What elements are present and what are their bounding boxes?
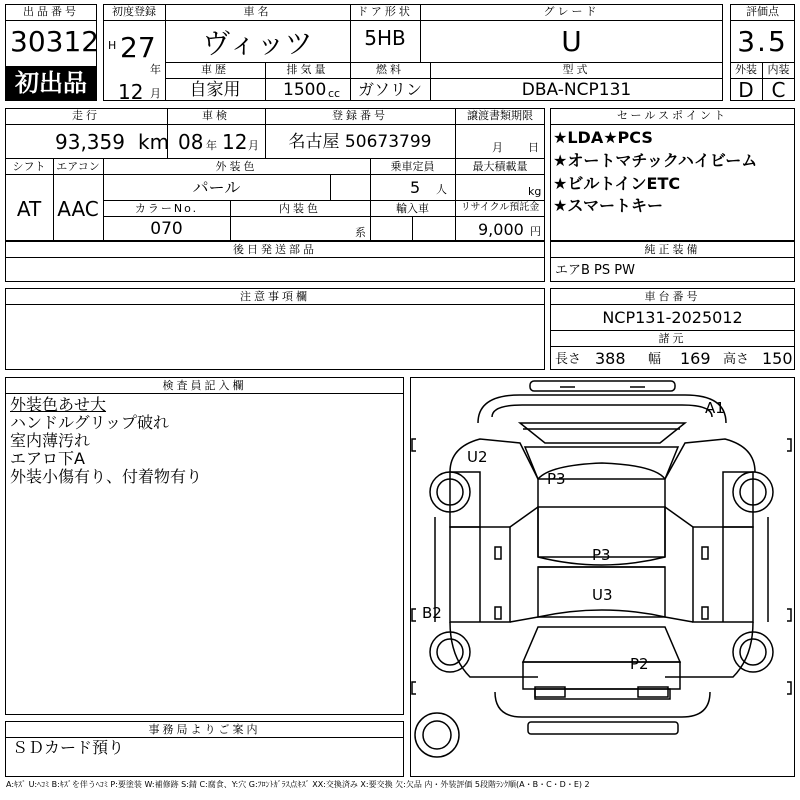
recycle-fee-unit: 円: [530, 225, 541, 238]
sales-point-item: ★スマートキー: [553, 196, 664, 215]
width-label: 幅: [648, 352, 662, 367]
exterior-label: 外装: [735, 63, 757, 76]
damage-mark-a1: A1: [705, 399, 725, 417]
door-type: 5HB: [364, 26, 406, 50]
int-color-unit: 系: [355, 226, 366, 239]
sales-points-label: セールスポイント: [616, 109, 728, 122]
reg-year-unit: 年: [150, 63, 161, 76]
mileage-label: 走行: [72, 109, 100, 122]
genuine-equipment: エアB PS PW: [555, 263, 635, 278]
damage-mark-u2: U2: [467, 448, 488, 466]
inspection-label: 車検: [202, 109, 230, 122]
inspector-label: 検査員記入欄: [162, 379, 247, 392]
first-listing-badge: 初出品: [6, 66, 96, 100]
ext-color: パール: [192, 178, 241, 197]
seats: 5: [410, 178, 421, 197]
reg-month: 12: [118, 80, 144, 104]
mileage: 93,359: [55, 130, 125, 154]
car-damage-diagram: [410, 377, 793, 777]
inspection-month-unit: 月: [248, 139, 259, 152]
displacement: 1500: [283, 80, 327, 100]
height: 150: [762, 349, 793, 368]
damage-mark-p2: P2: [630, 655, 649, 673]
damage-mark-b2: B2: [422, 604, 442, 622]
interior-label: 内装: [767, 63, 790, 76]
interior-grade: C: [771, 78, 786, 102]
recycle-fee: 9,000: [478, 220, 524, 239]
office-text: ＳＤカード預り: [12, 738, 125, 757]
fuel: ガソリン: [357, 80, 422, 99]
inspector-line: 外装色あせ大: [10, 395, 107, 414]
chassis-label: 車台番号: [644, 290, 701, 303]
grade-label: グレード: [543, 5, 600, 18]
sales-point-item: ★オートマチックハイビーム: [553, 151, 758, 170]
lot-number-label: 出品番号: [23, 5, 79, 18]
sales-point-item: ★ビルトインETC: [553, 174, 681, 193]
inspection-year-unit: 年: [206, 139, 217, 152]
transfer-deadline-label: 譲渡書類期限: [467, 109, 533, 122]
office-label: 事務局よりご案内: [148, 723, 261, 736]
int-color-label: 内装色: [279, 202, 321, 215]
history-label: 車歴: [201, 63, 229, 76]
history: 自家用: [189, 80, 241, 100]
seats-label: 乗車定員: [390, 160, 435, 173]
score-label: 評価点: [746, 5, 779, 18]
seats-unit: 人: [436, 183, 447, 196]
inspector-line: ハンドルグリップ破れ: [10, 413, 170, 432]
transfer-month-unit: 月: [492, 141, 503, 154]
damage-legend: A:ｷｽﾞ U:ﾍｺﾐ B:ｷｽﾞを伴うﾍｺﾐ P:要塗装 W:補修跡 S:錆 C:腐食、Y:穴 G:ﾌﾛﾝﾄｶﾞﾗｽ点ｷｽﾞ XX:交換済み X:要交換 欠:欠品 内・外装評価 5段階ﾗﾝｸ順(A・B・C・D・E) 2: [6, 780, 590, 789]
era-mark: H: [108, 39, 117, 52]
car-name: ヴィッツ: [202, 27, 313, 60]
color-number: 070: [150, 219, 183, 239]
shift: AT: [16, 197, 42, 221]
fuel-label: 燃料: [376, 63, 404, 76]
inspection-year: 08: [178, 130, 204, 154]
exterior-grade: D: [738, 78, 754, 102]
genuine-equipment-label: 純正装備: [644, 243, 701, 256]
later-parts-label: 後日発送部品: [233, 243, 317, 256]
model: DBA-NCP131: [521, 80, 632, 100]
max-load-label: 最大積載量: [472, 160, 528, 173]
displacement-label: 排気量: [286, 63, 329, 76]
reg-year: 27: [120, 31, 156, 64]
ext-color-label: 外装色: [215, 160, 258, 173]
car-name-label: 車名: [243, 5, 272, 18]
color-number-label: カラーNo.: [134, 202, 199, 215]
damage-mark-p3-roof: P3: [547, 470, 566, 488]
aircon: AAC: [57, 197, 99, 221]
score: 3.5: [737, 25, 788, 58]
width: 169: [680, 349, 711, 368]
recycle-label: リサイクル預託金: [460, 202, 540, 213]
reg-month-unit: 月: [150, 87, 161, 100]
damage-mark-p3-rear: P3: [592, 546, 611, 564]
plate-label: 登録番号: [332, 109, 388, 122]
aircon-label: エアコン: [56, 160, 100, 173]
inspector-line: 外装小傷有り、付着物有り: [10, 467, 203, 486]
mileage-unit: km: [138, 130, 170, 154]
inspection-month: 12: [222, 130, 248, 154]
plate-number: 名古屋 50673799: [288, 132, 432, 152]
spec-label: 諸元: [658, 332, 687, 345]
chassis-number: NCP131-2025012: [602, 308, 743, 327]
door-label: ドア形状: [357, 5, 413, 18]
length: 388: [595, 349, 626, 368]
model-label: 型式: [562, 63, 591, 76]
displacement-unit: cc: [328, 87, 341, 100]
damage-mark-u3: U3: [592, 586, 613, 604]
sales-point-item: ★LDA★PCS: [553, 128, 653, 147]
height-label: 高さ: [723, 352, 750, 367]
grade: U: [561, 25, 582, 58]
notes-label: 注意事項欄: [240, 290, 310, 303]
inspector-line: 室内薄汚れ: [10, 431, 91, 450]
inspector-line: エアロ下A: [10, 449, 85, 468]
max-load-unit: kg: [528, 185, 542, 198]
lot-number: 30312: [10, 25, 100, 58]
reg-date-label: 初度登録: [112, 5, 156, 18]
length-label: 長さ: [555, 352, 582, 367]
transfer-day-unit: 日: [528, 141, 539, 154]
shift-label: シフト: [12, 160, 46, 173]
import-label: 輸入車: [396, 202, 429, 215]
